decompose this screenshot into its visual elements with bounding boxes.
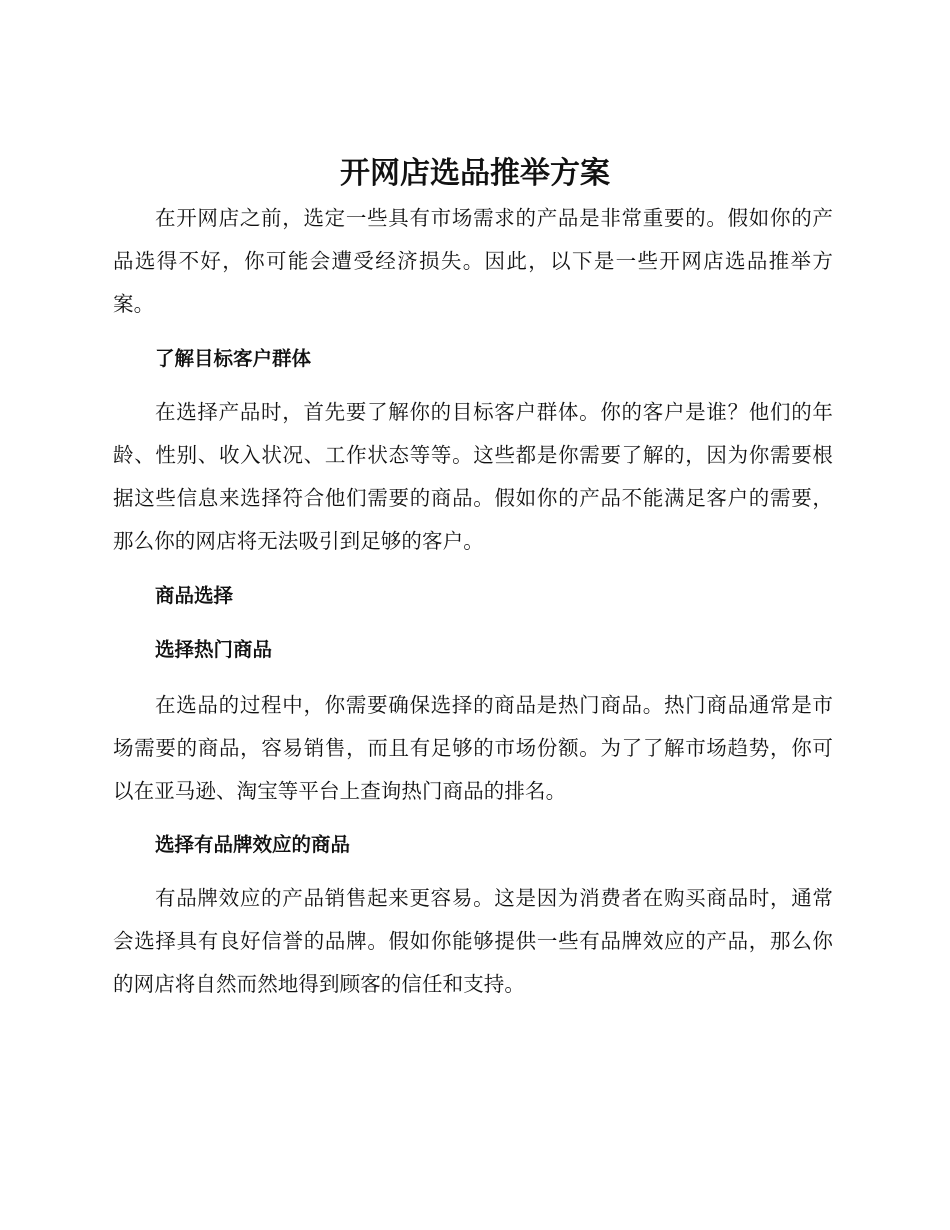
section-heading-target-customers: 了解目标客户群体 bbox=[155, 347, 312, 370]
section-paragraph-target-customers: 在选择产品时，首先要了解你的目标客户群体。你的客户是谁？他们的年龄、性别、收入状况、工作状态等等。这些都是你需要了解的，因为你需要根据这些信息来选择符合他们需要的商品。假如你的产品不能满足客户的需要，那么你的网店将无法吸引到足够的客户。 bbox=[113, 400, 833, 553]
intro-paragraph: 在开网店之前，选定一些具有市场需求的产品是非常重要的。假如你的产品选得不好，你可能会遭受经济损失。因此，以下是一些开网店选品推举方案。 bbox=[113, 206, 833, 316]
section-heading-hot-products: 选择热门商品 bbox=[155, 638, 273, 661]
section-paragraph-brand-products: 有品牌效应的产品销售起来更容易。这是因为消费者在购买商品时，通常会选择具有良好信誉的品牌。假如你能够提供一些有品牌效应的产品，那么你的网店将自然而然地得到顾客的信任和支持。 bbox=[113, 886, 833, 996]
section-paragraph-hot-products: 在选品的过程中，你需要确保选择的商品是热门商品。热门商品通常是市场需要的商品，容易销售，而且有足够的市场份额。为了了解市场趋势，你可以在亚马逊、淘宝等平台上查询热门商品的排名。 bbox=[113, 693, 833, 803]
section-heading-brand-products: 选择有品牌效应的商品 bbox=[155, 833, 351, 856]
section-heading-product-selection: 商品选择 bbox=[155, 584, 234, 607]
document-title: 开网店选品推举方案 bbox=[340, 156, 610, 191]
